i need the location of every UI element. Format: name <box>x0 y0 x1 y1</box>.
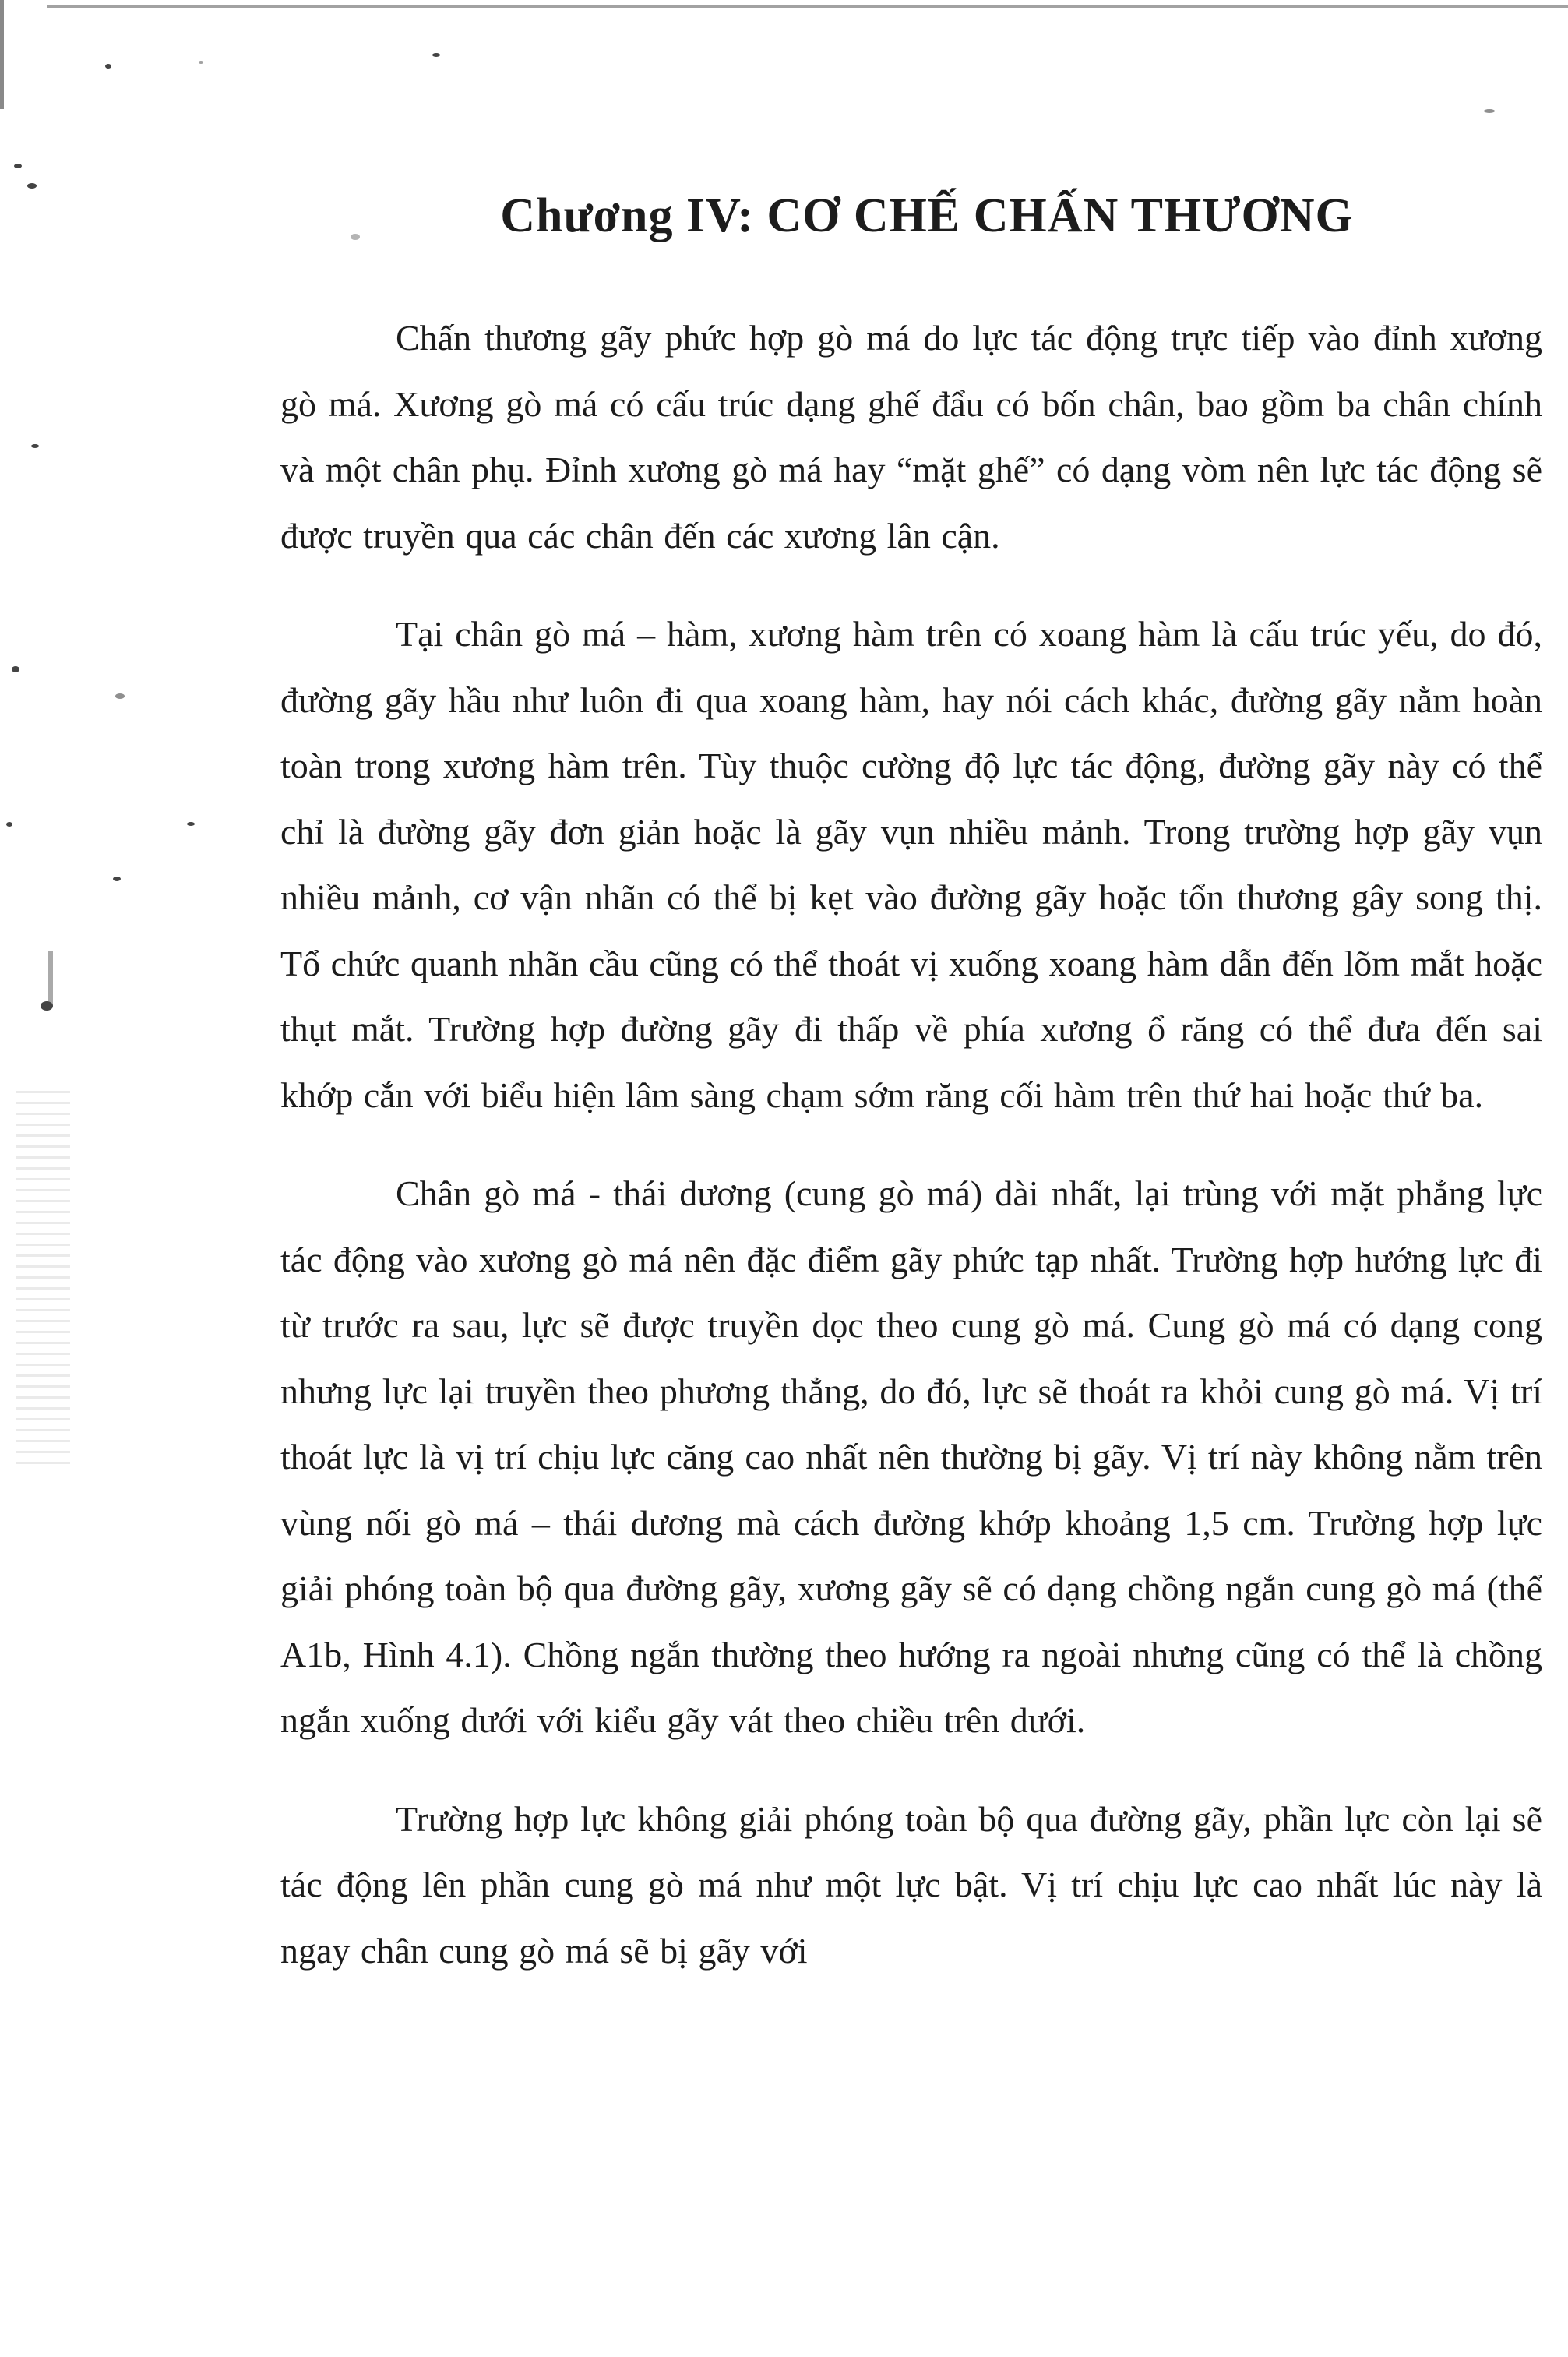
scan-left-edge <box>0 0 4 109</box>
scan-speck <box>1484 109 1495 113</box>
scan-speck <box>27 183 37 189</box>
scan-speck <box>41 1001 53 1011</box>
paragraph: Chân gò má - thái dương (cung gò má) dài nhất, lại trùng với mặt phẳng lực tác động vào xương gò má nên đặc điểm gãy phức tạp nhất. Trường hợp hướng lực đi từ trước ra sau, lực sẽ được truyền dọc theo cung gò má. Cung gò má có dạng cong nhưng lực lại truyền theo phương thẳng, do đó, lực sẽ thoát ra khỏi cung gò má. Vị trí thoát lực là vị trí chịu lực căng cao nhất nên thường bị gãy. Vị trí này không nằm trên vùng nối gò má – thái dương mà cách đường khớp khoảng 1,5 cm. Trường hợp lực giải phóng toàn bộ qua đường gãy, xương gãy sẽ có dạng chồng ngắn cung gò má (thể A1b, Hình 4.1). Chồng ngắn thường theo hướng ra ngoài nhưng cũng có thể là chồng ngắn xuống dưới với kiểu gãy vát theo chiều trên dưới. <box>280 1173 1542 1741</box>
margin-bleedthrough <box>16 1091 70 1465</box>
paragraph: Tại chân gò má – hàm, xương hàm trên có xoang hàm là cấu trúc yếu, do đó, đường gãy hầu như luôn đi qua xoang hàm, hay nói cách khác, đường gãy nằm hoàn toàn trong xương hàm trên. Tùy thuộc cường độ lực tác động, đường gãy này có thể chỉ là đường gãy đơn giản hoặc là gãy vụn nhiều mảnh. Trong trường hợp gãy vụn nhiều mảnh, cơ vận nhãn có thể bị kẹt vào đường gãy hoặc tổn thương gây song thị. Tổ chức quanh nhãn cầu cũng có thể thoát vị xuống xoang hàm dẫn đến lõm mắt hoặc thụt mắt. Trường hợp đường gãy đi thấp về phía xương ổ răng có thể đưa đến sai khớp cắn với biểu hiện lâm sàng chạm sớm răng cối hàm trên thứ hai hoặc thứ ba. <box>280 614 1542 1115</box>
document-page <box>280 187 1542 2017</box>
chapter-title: Chương IV: CƠ CHẾ CHẤN THƯƠNG <box>500 189 1354 242</box>
scan-speck <box>105 64 111 69</box>
scan-speck <box>115 693 125 699</box>
paragraph: Trường hợp lực không giải phóng toàn bộ qua đường gãy, phần lực còn lại sẽ tác động lên phần cung gò má như một lực bật. Vị trí chịu lực cao nhất lúc này là ngay chân cung gò má sẽ bị gãy với <box>280 1798 1542 1971</box>
scan-speck <box>113 877 121 881</box>
scan-speck <box>187 822 195 826</box>
scan-speck <box>6 822 12 827</box>
scan-speck <box>199 61 203 64</box>
scan-speck <box>14 164 22 168</box>
scan-speck <box>31 444 39 448</box>
scan-speck <box>432 53 440 57</box>
paragraph: Chấn thương gãy phức hợp gò má do lực tác động trực tiếp vào đỉnh xương gò má. Xương gò má có cấu trúc dạng ghế đẩu có bốn chân, bao gồm ba chân chính và một chân phụ. Đỉnh xương gò má hay “mặt ghế” có dạng vòm nên lực tác động sẽ được truyền qua các chân đến các xương lân cận. <box>280 318 1542 556</box>
scan-speck <box>12 666 19 672</box>
scan-top-edge <box>47 5 1568 8</box>
margin-mark <box>48 951 53 1005</box>
